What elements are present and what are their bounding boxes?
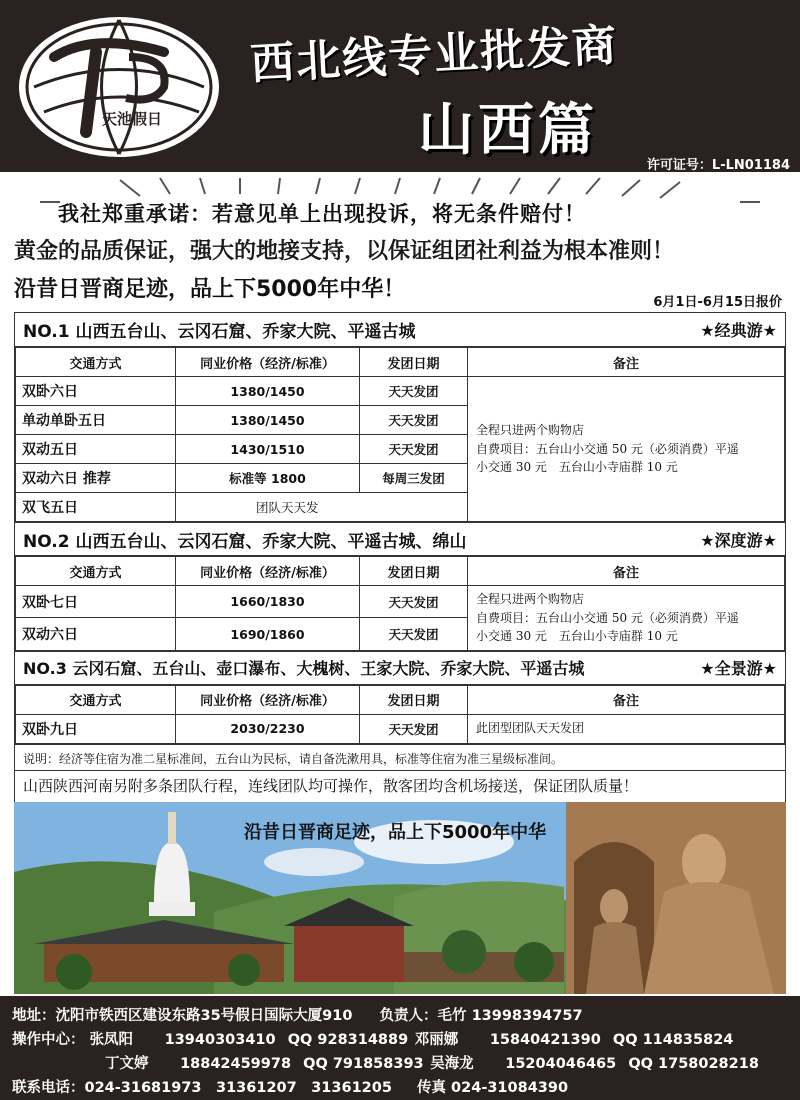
company-logo [14,12,224,162]
contact-name: 邓丽娜 [414,1032,459,1048]
note-line: 全程只进两个购物店 [476,423,585,438]
globe-logo-icon [14,12,224,162]
route-table [15,556,785,651]
table-header-row [16,348,785,377]
cell-departure: 天天发团 [360,586,468,618]
cell-departure: 天天发团 [360,714,468,743]
cell-mode: 双卧六日 [16,377,176,406]
cell-price: 1690/1860 [176,618,360,650]
contact-name: 丁文婷 [105,1056,149,1072]
col-mode: 交通方式 [16,557,176,586]
contact-phone: 15840421390 [489,1032,601,1048]
route-tag: ★全景游★ [700,659,777,679]
slogan-heritage: 沿昔日晋商足迹，品上下5000年中华！ [14,277,406,302]
col-mode: 交通方式 [16,348,176,377]
phones-row [12,1076,568,1097]
note-line: 小交通 30 元 五台山小寺庙群 10 元 [476,629,678,644]
contact-qq: QQ 928314889 [287,1032,409,1048]
cell-price: 1430/1510 [176,435,360,464]
cell-price: 团队天天发 [176,493,468,522]
col-price: 同业价格（经济/标准） [176,348,360,377]
cell-price: 1380/1450 [176,377,360,406]
phones: 联系电话：024-31681973 31361207 31361205 [12,1080,392,1096]
col-note: 备注 [468,348,785,377]
quote-date: 6月1日-6月15日报价 [653,295,782,310]
note-line: 自费项目：五台山小交通 50 元（必须消费）平遥 [476,441,739,456]
photo-caption: 沿昔日晋商足迹，品上下5000年中华 [244,822,547,843]
ops-label: 操作中心： [12,1032,85,1048]
cell-mode: 双动六日 [16,618,176,650]
cell-mode: 双动五日 [16,435,176,464]
route-tag: ★深度游★ [700,530,777,550]
contact-footer [0,996,800,1100]
notice: 山西陕西河南另附多条团队行程，连线团队均可操作，散客团均含机场接送，保证团队质量！ [15,770,785,802]
cell-mode: 双卧七日 [16,586,176,618]
cell-note [468,377,785,522]
cell-mode: 单动单卧五日 [16,406,176,435]
col-note: 备注 [468,685,785,714]
promise-text: 我社郑重承诺：若意见单上出现投诉，将无条件赔付！ [58,202,586,226]
page-subtitle: 山西篇 [418,98,598,163]
contact-phone: 18842459978 [180,1056,292,1072]
contact-phone: 13940303410 [164,1032,276,1048]
cell-mode: 双动六日 推荐 [16,464,176,493]
contact-qq: QQ 791858393 [303,1056,424,1072]
cell-price: 1660/1830 [176,586,360,618]
table-header-row [16,557,785,586]
table-row [16,586,785,618]
footnote: 说明：经济等住宿为准二星标准间，五台山为民标，请自备洗漱用具，标准等住宿为准三星级标准间。 [15,744,785,770]
contact-name: 吴海龙 [430,1056,474,1072]
contact-phone: 15204046465 [505,1056,617,1072]
route-title: NO.3 云冈石窟、五台山、壶口瀑布、大槐树、王家大院、乔家大院、平遥古城 [23,659,585,679]
cell-departure: 天天发团 [360,435,468,464]
cell-departure: 天天发团 [360,618,468,650]
cell-departure: 天天发团 [360,377,468,406]
route-table [15,347,785,522]
contact-qq: QQ 1758028218 [628,1056,759,1072]
col-note: 备注 [468,557,785,586]
note-line: 全程只进两个购物店 [476,592,585,606]
cell-price: 1380/1450 [176,406,360,435]
route-header [15,313,785,347]
col-mode: 交通方式 [16,685,176,714]
slogan-quality: 黄金的品质保证，强大的地接支持，以保证组团社利益为根本准则！ [14,239,675,264]
cell-mode: 双卧九日 [16,714,176,743]
cell-note: 此团型团队天天发团 [468,714,785,743]
route-title: NO.1 山西五台山、云冈石窟、乔家大院、平遥古城 [23,322,416,342]
route-tag: ★经典游★ [700,321,777,340]
cell-departure: 每周三发团 [360,464,468,493]
note-line: 小交通 30 元 五台山小寺庙群 10 元 [476,460,678,475]
contact-name: 张凤阳 [89,1032,134,1048]
scenery-photo [14,802,786,994]
cell-mode: 双飞五日 [16,493,176,522]
cell-note [468,586,785,651]
cell-departure: 天天发团 [360,406,468,435]
header-banner [0,0,800,172]
logo-text: 天池假日 [102,110,163,128]
route-table [15,685,785,744]
table-row [16,377,785,406]
col-departure: 发团日期 [360,348,468,377]
address: 地址：沈阳市铁西区建设东路35号假日国际大厦910 [12,1008,353,1024]
ops-row [12,1028,733,1049]
address-row [12,1004,583,1025]
contact-qq: QQ 114835824 [612,1032,734,1048]
col-price: 同业价格（经济/标准） [176,685,360,714]
manager: 负责人：毛竹 13998394757 [379,1008,583,1024]
license-number: 许可证号：L-LN01184 [646,158,790,173]
route-header [15,651,785,685]
note-line: 自费项目：五台山小交通 50 元（必须消费）平遥 [476,610,739,625]
price-tables [14,312,786,803]
cell-price: 标准等 1800 [176,464,360,493]
col-price: 同业价格（经济/标准） [176,557,360,586]
page-title: 西北线专业批发商 [249,19,620,91]
col-departure: 发团日期 [360,685,468,714]
fax: 传真 024-31084390 [417,1080,569,1096]
table-header-row [16,685,785,714]
cell-price: 2030/2230 [176,714,360,743]
ops-row [105,1052,759,1073]
route-title: NO.2 山西五台山、云冈石窟、乔家大院、平遥古城、绵山 [23,531,467,552]
table-row [16,714,785,743]
route-header [15,522,785,556]
col-departure: 发团日期 [360,557,468,586]
